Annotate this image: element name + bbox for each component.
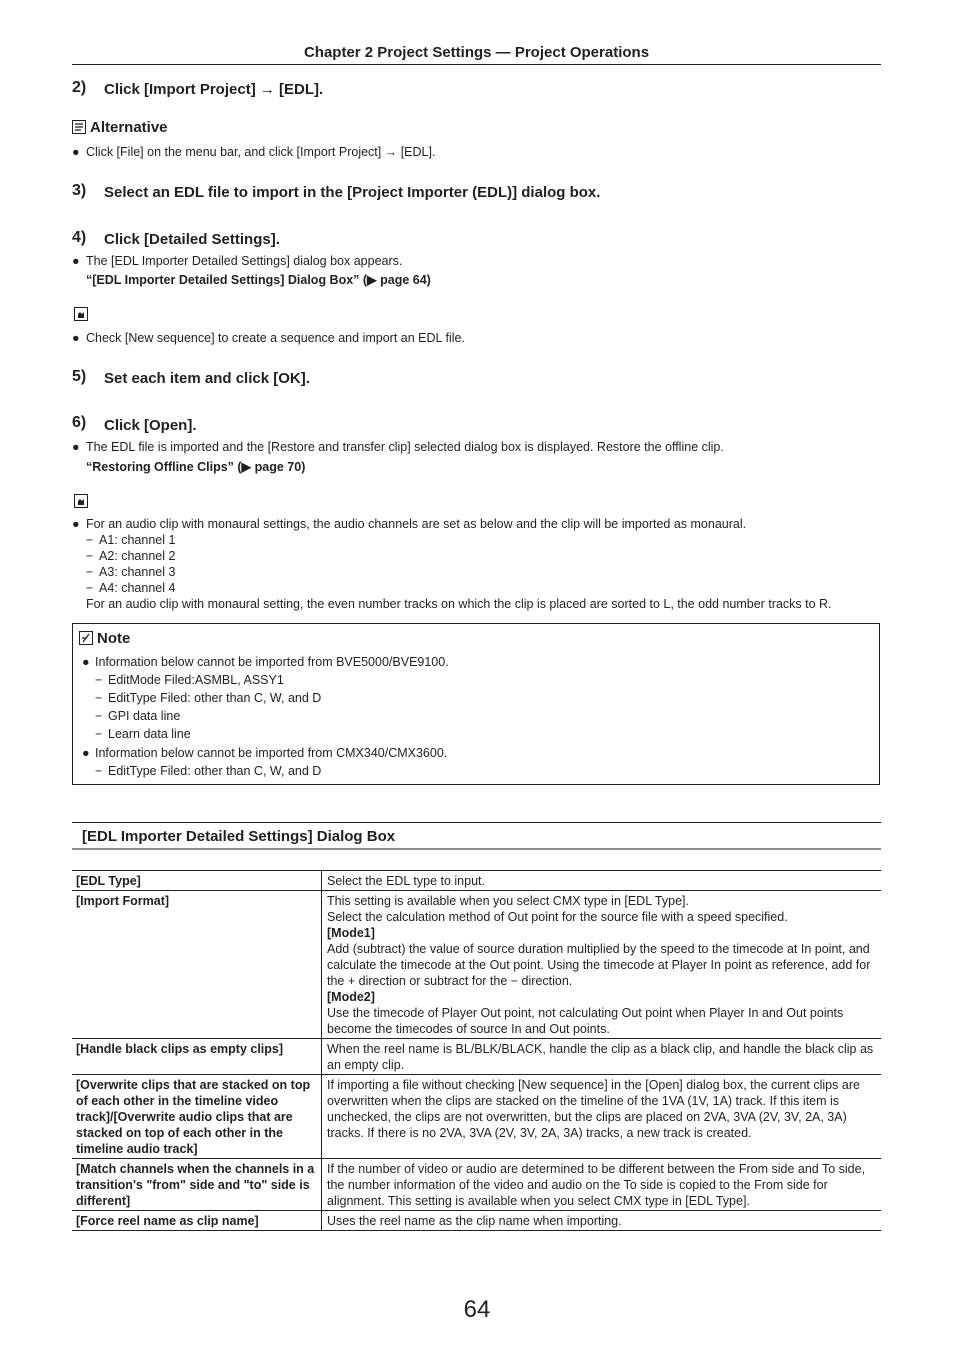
setting-name: [Overwrite clips that are stacked on top of each other in the timeline video track]/[Overwrite audio clips that are stacked on top of each other in the timeline audio track]: [72, 1075, 322, 1159]
table-row: [72, 1075, 881, 1159]
mode-label: [Mode2]: [327, 990, 375, 1004]
setting-name: [Force reel name as clip name]: [72, 1211, 322, 1231]
setting-description: Uses the reel name as the clip name when importing.: [322, 1211, 882, 1231]
page-header: Chapter 2 Project Settings — Project Operations: [72, 44, 881, 65]
description-line: This setting is available when you select CMX type in [EDL Type].: [327, 894, 689, 908]
setting-name: [Handle black clips as empty clips]: [72, 1039, 322, 1075]
list-item: ● Information below cannot be imported from BVE5000/BVE9100.: [82, 655, 449, 669]
table-row: [72, 1211, 881, 1231]
sub-item-text: A4: channel 4: [99, 581, 176, 595]
list-item: ● The EDL file is imported and the [Restore and transfer clip] selected dialog box is displayed. Restore the offline clip.: [72, 440, 724, 454]
setting-description: Select the EDL type to input.: [322, 871, 882, 891]
list-item-text: Information below cannot be imported from CMX340/CMX3600.: [95, 746, 448, 760]
table-row: [72, 871, 881, 891]
section-title: [EDL Importer Detailed Settings] Dialog Box: [82, 828, 396, 845]
list-item: ● The [EDL Importer Detailed Settings] dialog box appears.: [72, 254, 403, 268]
page-number: 64: [463, 1296, 491, 1323]
step-text: Click [Detailed Settings].: [104, 231, 280, 248]
setting-name: [EDL Type]: [72, 871, 322, 891]
settings-table: [72, 870, 881, 1231]
description-line: Select the calculation method of Out point for the source file with a speed specified.: [327, 910, 788, 924]
setting-description: If the number of video or audio are determined to be different between the From side and To side, the number information of the video and audio on the To side is copied to the From side for alignment. This setting is available when you select CMX type in [EDL Type].: [322, 1159, 882, 1211]
note-box: [72, 623, 880, 785]
setting-description: When the reel name is BL/BLK/BLACK, handle the clip as a black clip, and handle the black clip as an empty clip.: [322, 1039, 882, 1075]
sub-item: − EditMode Filed:ASMBL, ASSY1: [95, 673, 284, 687]
list-item-text: For an audio clip with monaural settings, the audio channels are set as below and the clip will be imported as monaural.: [86, 517, 747, 531]
sub-item-text: EditType Filed: other than C, W, and D: [108, 691, 322, 705]
step-number: 6): [72, 414, 87, 431]
sub-item: − A1: channel 1: [86, 533, 176, 547]
sub-item-text: GPI data line: [108, 709, 181, 723]
hint-icon: [74, 307, 88, 321]
sub-item-text: A3: channel 3: [99, 565, 176, 579]
step-number: 4): [72, 229, 87, 246]
list-item: ● For an audio clip with monaural settings, the audio channels are set as below and the clip will be imported as monaural.: [72, 517, 747, 531]
sub-item-text: EditType Filed: other than C, W, and D: [108, 764, 322, 778]
sub-item: − Learn data line: [95, 727, 191, 741]
alternative-icon: [72, 120, 86, 134]
table-row: [72, 1159, 881, 1211]
list-item: ● Check [New sequence] to create a sequence and import an EDL file.: [72, 331, 465, 345]
list-item: ● Click [File] on the menu bar, and click [Import Project] → [EDL].: [72, 145, 436, 159]
step-text: Click [Open].: [104, 417, 197, 434]
note-icon: [79, 631, 93, 645]
step-number: 5): [72, 368, 87, 385]
hint-icon: [74, 494, 88, 508]
alternative-title: Alternative: [90, 119, 168, 136]
section-heading: [72, 822, 881, 850]
page-reference-link[interactable]: “Restoring Offline Clips” (▶ page 70): [86, 460, 306, 474]
sub-item: − A4: channel 4: [86, 581, 176, 595]
mode-label: [Mode1]: [327, 926, 375, 940]
setting-name: [Import Format]: [72, 891, 322, 1039]
list-item-text: Information below cannot be imported from BVE5000/BVE9100.: [95, 655, 449, 669]
step-text: Set each item and click [OK].: [104, 370, 310, 387]
page-reference-link[interactable]: “[EDL Importer Detailed Settings] Dialog Box” (▶ page 64): [86, 273, 431, 287]
note-title: Note: [97, 630, 131, 647]
paragraph: For an audio clip with monaural setting, the even number tracks on which the clip is placed are sorted to L, the odd number tracks to R.: [86, 597, 832, 611]
sub-item-text: Learn data line: [108, 727, 191, 741]
table-row: [72, 891, 881, 1039]
table-row: [72, 1039, 881, 1075]
step-number: 3): [72, 182, 87, 199]
step-number: 2): [72, 79, 87, 96]
list-item-text: Click [File] on the menu bar, and click [Import Project] → [EDL].: [86, 145, 436, 159]
list-item-text: The EDL file is imported and the [Restore and transfer clip] selected dialog box is displayed. Restore the offline clip.: [86, 440, 724, 454]
sub-item: − EditType Filed: other than C, W, and D: [95, 764, 322, 778]
sub-item-text: A2: channel 2: [99, 549, 176, 563]
step-text: Click [Import Project] → [EDL].: [104, 81, 324, 98]
list-item-text: Check [New sequence] to create a sequence and import an EDL file.: [86, 331, 465, 345]
mode-description: Add (subtract) the value of source duration multiplied by the speed to the timecode at In point, and calculate the timecode at the Out point. Using the timecode at Player In point as reference, add for the + direction or subtract for the − direction.: [327, 942, 871, 988]
setting-description: If importing a file without checking [New sequence] in the [Open] dialog box, the current clips are overwritten when the clips are stacked on the timeline of the 1VA (1V, 1A) track. If this item is unchecked, the clips are not overwritten, but the clips are placed on 2VA, 3VA (2V, 3V, 2A, 3A) tracks. If there is no 2VA, 3VA (2V, 3V, 2A, 3A) tracks, a new track is created.: [322, 1075, 882, 1159]
setting-description: [322, 891, 882, 1039]
sub-item-text: EditMode Filed:ASMBL, ASSY1: [108, 673, 284, 687]
list-item: ● Information below cannot be imported from CMX340/CMX3600.: [82, 746, 448, 760]
sub-item: − A2: channel 2: [86, 549, 176, 563]
sub-item-text: A1: channel 1: [99, 533, 176, 547]
sub-item: − A3: channel 3: [86, 565, 176, 579]
sub-item: − EditType Filed: other than C, W, and D: [95, 691, 322, 705]
mode-description: Use the timecode of Player Out point, not calculating Out point when Player In and Out points become the timecodes of source In and Out points.: [327, 1006, 844, 1036]
setting-name: [Match channels when the channels in a transition's "from" side and "to" side is different]: [72, 1159, 322, 1211]
sub-item: − GPI data line: [95, 709, 181, 723]
step-text: Select an EDL file to import in the [Project Importer (EDL)] dialog box.: [104, 184, 601, 201]
list-item-text: The [EDL Importer Detailed Settings] dialog box appears.: [86, 254, 403, 268]
